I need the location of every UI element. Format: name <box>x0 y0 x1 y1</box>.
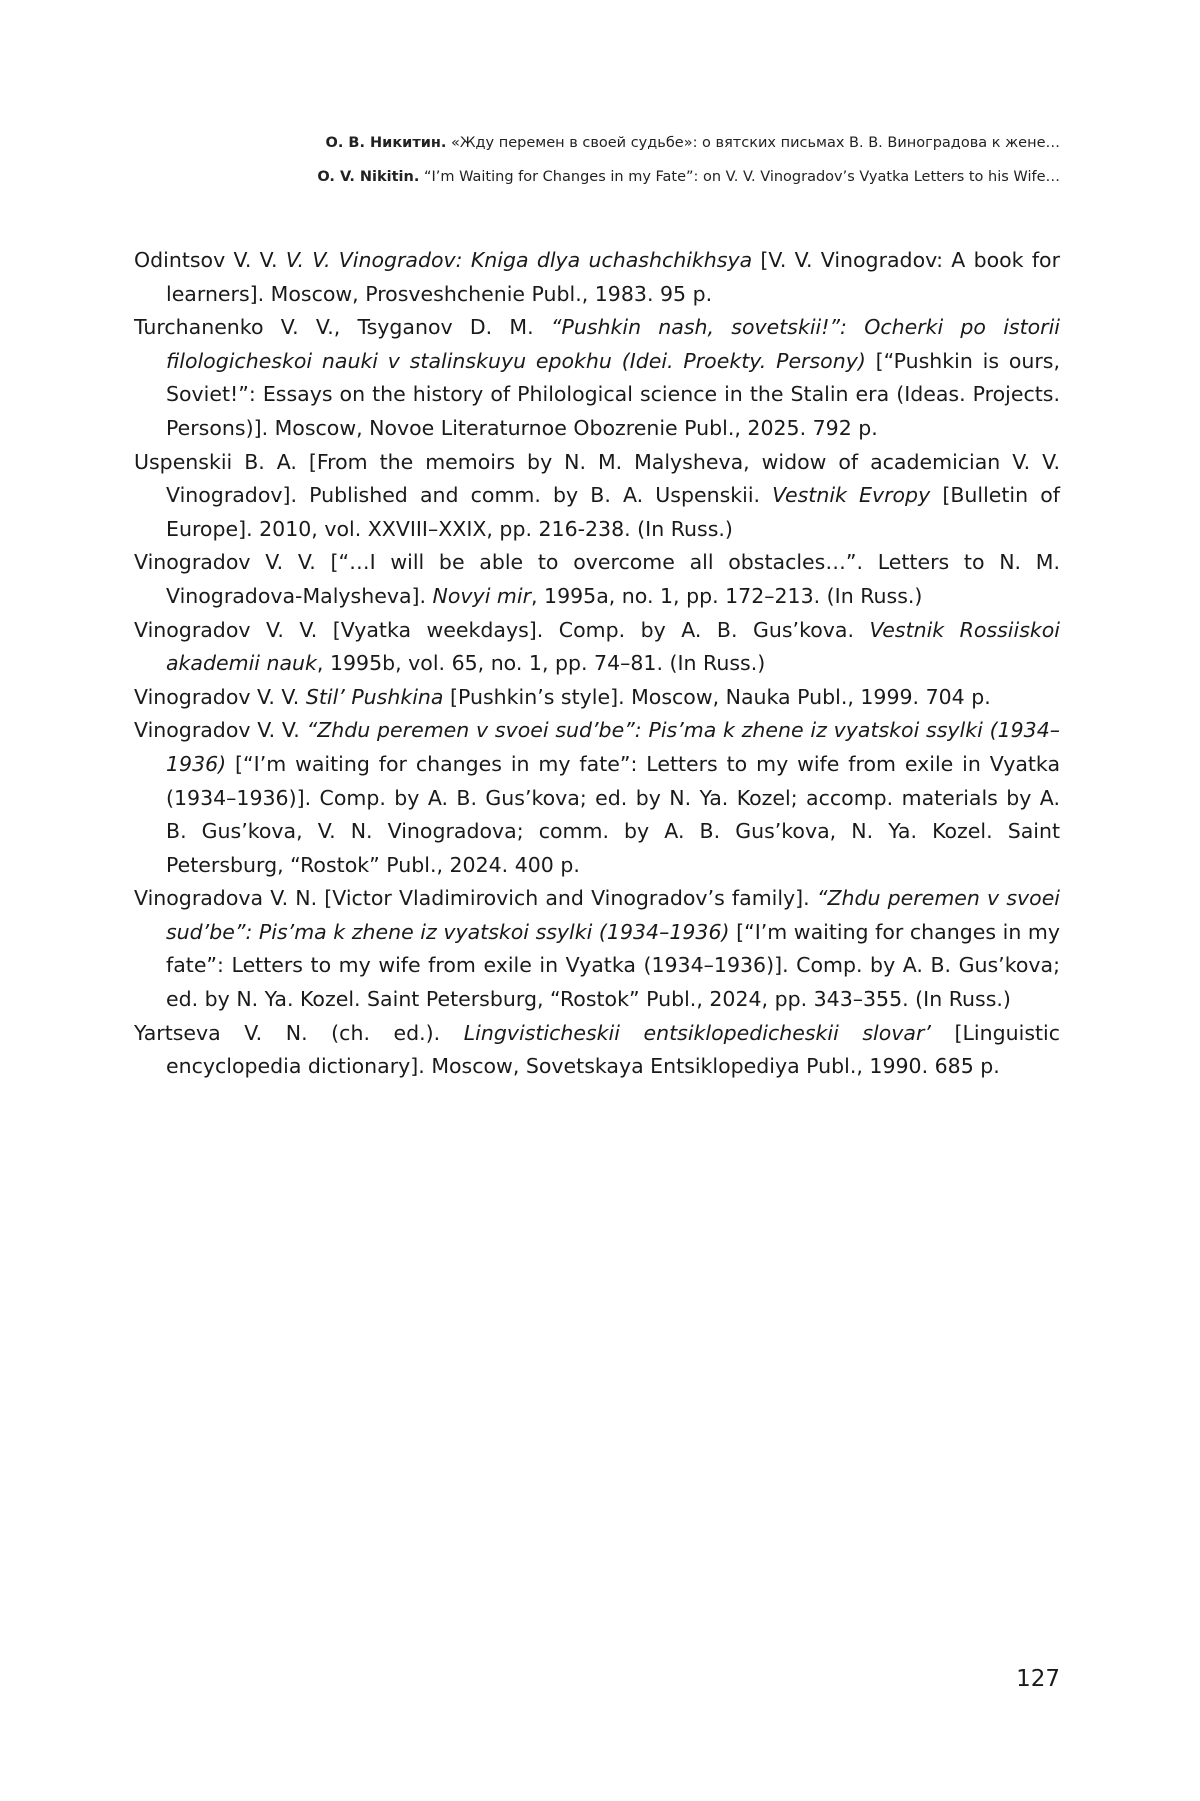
reference-title: “Zhdu peremen v svoei sud’be”: Pis’ma k zhene iz vyatskoi ssylki (1934–1936) <box>166 718 1060 776</box>
running-head-ru-author: О. В. Никитин. <box>325 135 447 151</box>
running-head <box>160 126 1060 194</box>
reference-entry <box>134 1017 1060 1084</box>
reference-text: [“I’m waiting for changes in my fate”: Letters to my wife from exile in Vyatka (1934–1936)]. Comp. by A. B. Gus’kova; ed. by N. Ya. Kozel; accomp. materials by A. B. Gus’kova, V. N. Vinogradova; comm. by A. B. Gus’kova, N. Ya. Kozel. Saint Petersburg, “Rostok” Publ., 2024. 400 p. <box>166 751 1060 877</box>
reference-list <box>134 244 1060 1084</box>
reference-text: [“Pushkin is ours, Soviet!”: Essays on the history of Philological science in the Stalin era (Ideas. Projects. Persons)]. Moscow, Novoe Literaturnoe Obozrenie Publ., 2025. 792 p. <box>166 348 1060 440</box>
reference-text: [V. V. Vinogradov: A book for learners]. Moscow, Prosveshchenie Publ., 1983. 95 p. <box>166 248 1061 306</box>
reference-entry <box>134 614 1060 681</box>
reference-text: Yartseva V. N. (ch. ed.). <box>134 1020 464 1045</box>
reference-title: “Zhdu peremen v svoei sud’be”: Pis’ma k zhene iz vyatskoi ssylki (1934–1936) <box>166 886 1061 944</box>
reference-title: Vestnik Rossiiskoi akademii nauk <box>166 617 1060 676</box>
reference-entry <box>134 882 1060 1016</box>
reference-text: , 1995a, no. 1, pp. 172–213. (In Russ.) <box>531 583 923 608</box>
reference-text: [Linguistic encyclopedia dictionary]. Moscow, Sovetskaya Entsiklopediya Publ., 1990. 685 p. <box>166 1020 1061 1079</box>
running-head-en-author: O. V. Nikitin. <box>317 169 420 185</box>
reference-text: Odintsov V. V. <box>134 248 286 272</box>
reference-entry <box>134 244 1060 311</box>
page-number: 127 <box>1016 1666 1060 1692</box>
reference-title: Vestnik Evropy <box>772 483 931 508</box>
reference-text: Vinogradov V. V. [“…I will be able to overcome all obstacles…”. Letters to N. M. Vinogradova-Malysheva]. <box>134 550 1060 608</box>
reference-title: Lingvisticheskii entsiklopedicheskii slovar’ <box>463 1020 931 1045</box>
running-head-english <box>160 160 1060 194</box>
reference-entry <box>134 311 1060 445</box>
reference-text: [Pushkin’s style]. Moscow, Nauka Publ., 1999. 704 p. <box>443 684 991 709</box>
reference-text: Vinogradova V. N. [Victor Vladimirovich and Vinogradov’s family]. <box>134 886 817 911</box>
reference-text: , 1995b, vol. 65, no. 1, pp. 74–81. (In Russ.) <box>316 651 766 676</box>
reference-text: [“I’m waiting for changes in my fate”: Letters to my wife from exile in Vyatka (1934–1936)]. Comp. by A. B. Gus’kova; ed. by N. Ya. Kozel. Saint Petersburg, “Rostok” Publ., 2024, pp. 343–355. (In Russ.) <box>166 919 1060 1012</box>
running-head-russian <box>160 126 1060 160</box>
reference-text: Turchanenko V. V., Tsyganov D. M. <box>134 315 551 340</box>
running-head-ru-title: «Жду перемен в своей судьбе»: о вятских письмах В. В. Виноградова к жене… <box>446 135 1060 151</box>
reference-title: Stil’ Pushkina <box>305 684 444 709</box>
reference-text: Vinogradov V. V. <box>134 718 307 743</box>
reference-entry <box>134 714 1060 882</box>
reference-title: “Pushkin nash, sovetskii!”: Ocherki po istorii filologicheskoi nauki v stalinskuyu epokhu (Idei. Proekty. Persony) <box>166 315 1060 373</box>
reference-entry <box>134 681 1060 715</box>
reference-text: [Bulletin of Europe]. 2010, vol. XXVIII–XXIX, pp. 216-238. (In Russ.) <box>166 483 1061 541</box>
running-head-en-title: “I’m Waiting for Changes in my Fate”: on V. V. Vinogradov’s Vyatka Letters to his Wife… <box>419 169 1060 185</box>
reference-entry <box>134 546 1060 613</box>
reference-entry <box>134 446 1060 547</box>
reference-title: V. V. Vinogradov: Kniga dlya uchashchikhsya <box>285 248 753 272</box>
reference-text: Vinogradov V. V. <box>134 684 306 709</box>
reference-title: Novyi mir <box>432 583 531 608</box>
reference-text: Uspenskii B. A. [From the memoirs by N. M. Malysheva, widow of academician V. V. Vinogradov]. Published and comm. by B. A. Uspenskii. <box>134 449 1060 508</box>
reference-text: Vinogradov V. V. [Vyatka weekdays]. Comp. by A. B. Gus’kova. <box>134 617 870 642</box>
